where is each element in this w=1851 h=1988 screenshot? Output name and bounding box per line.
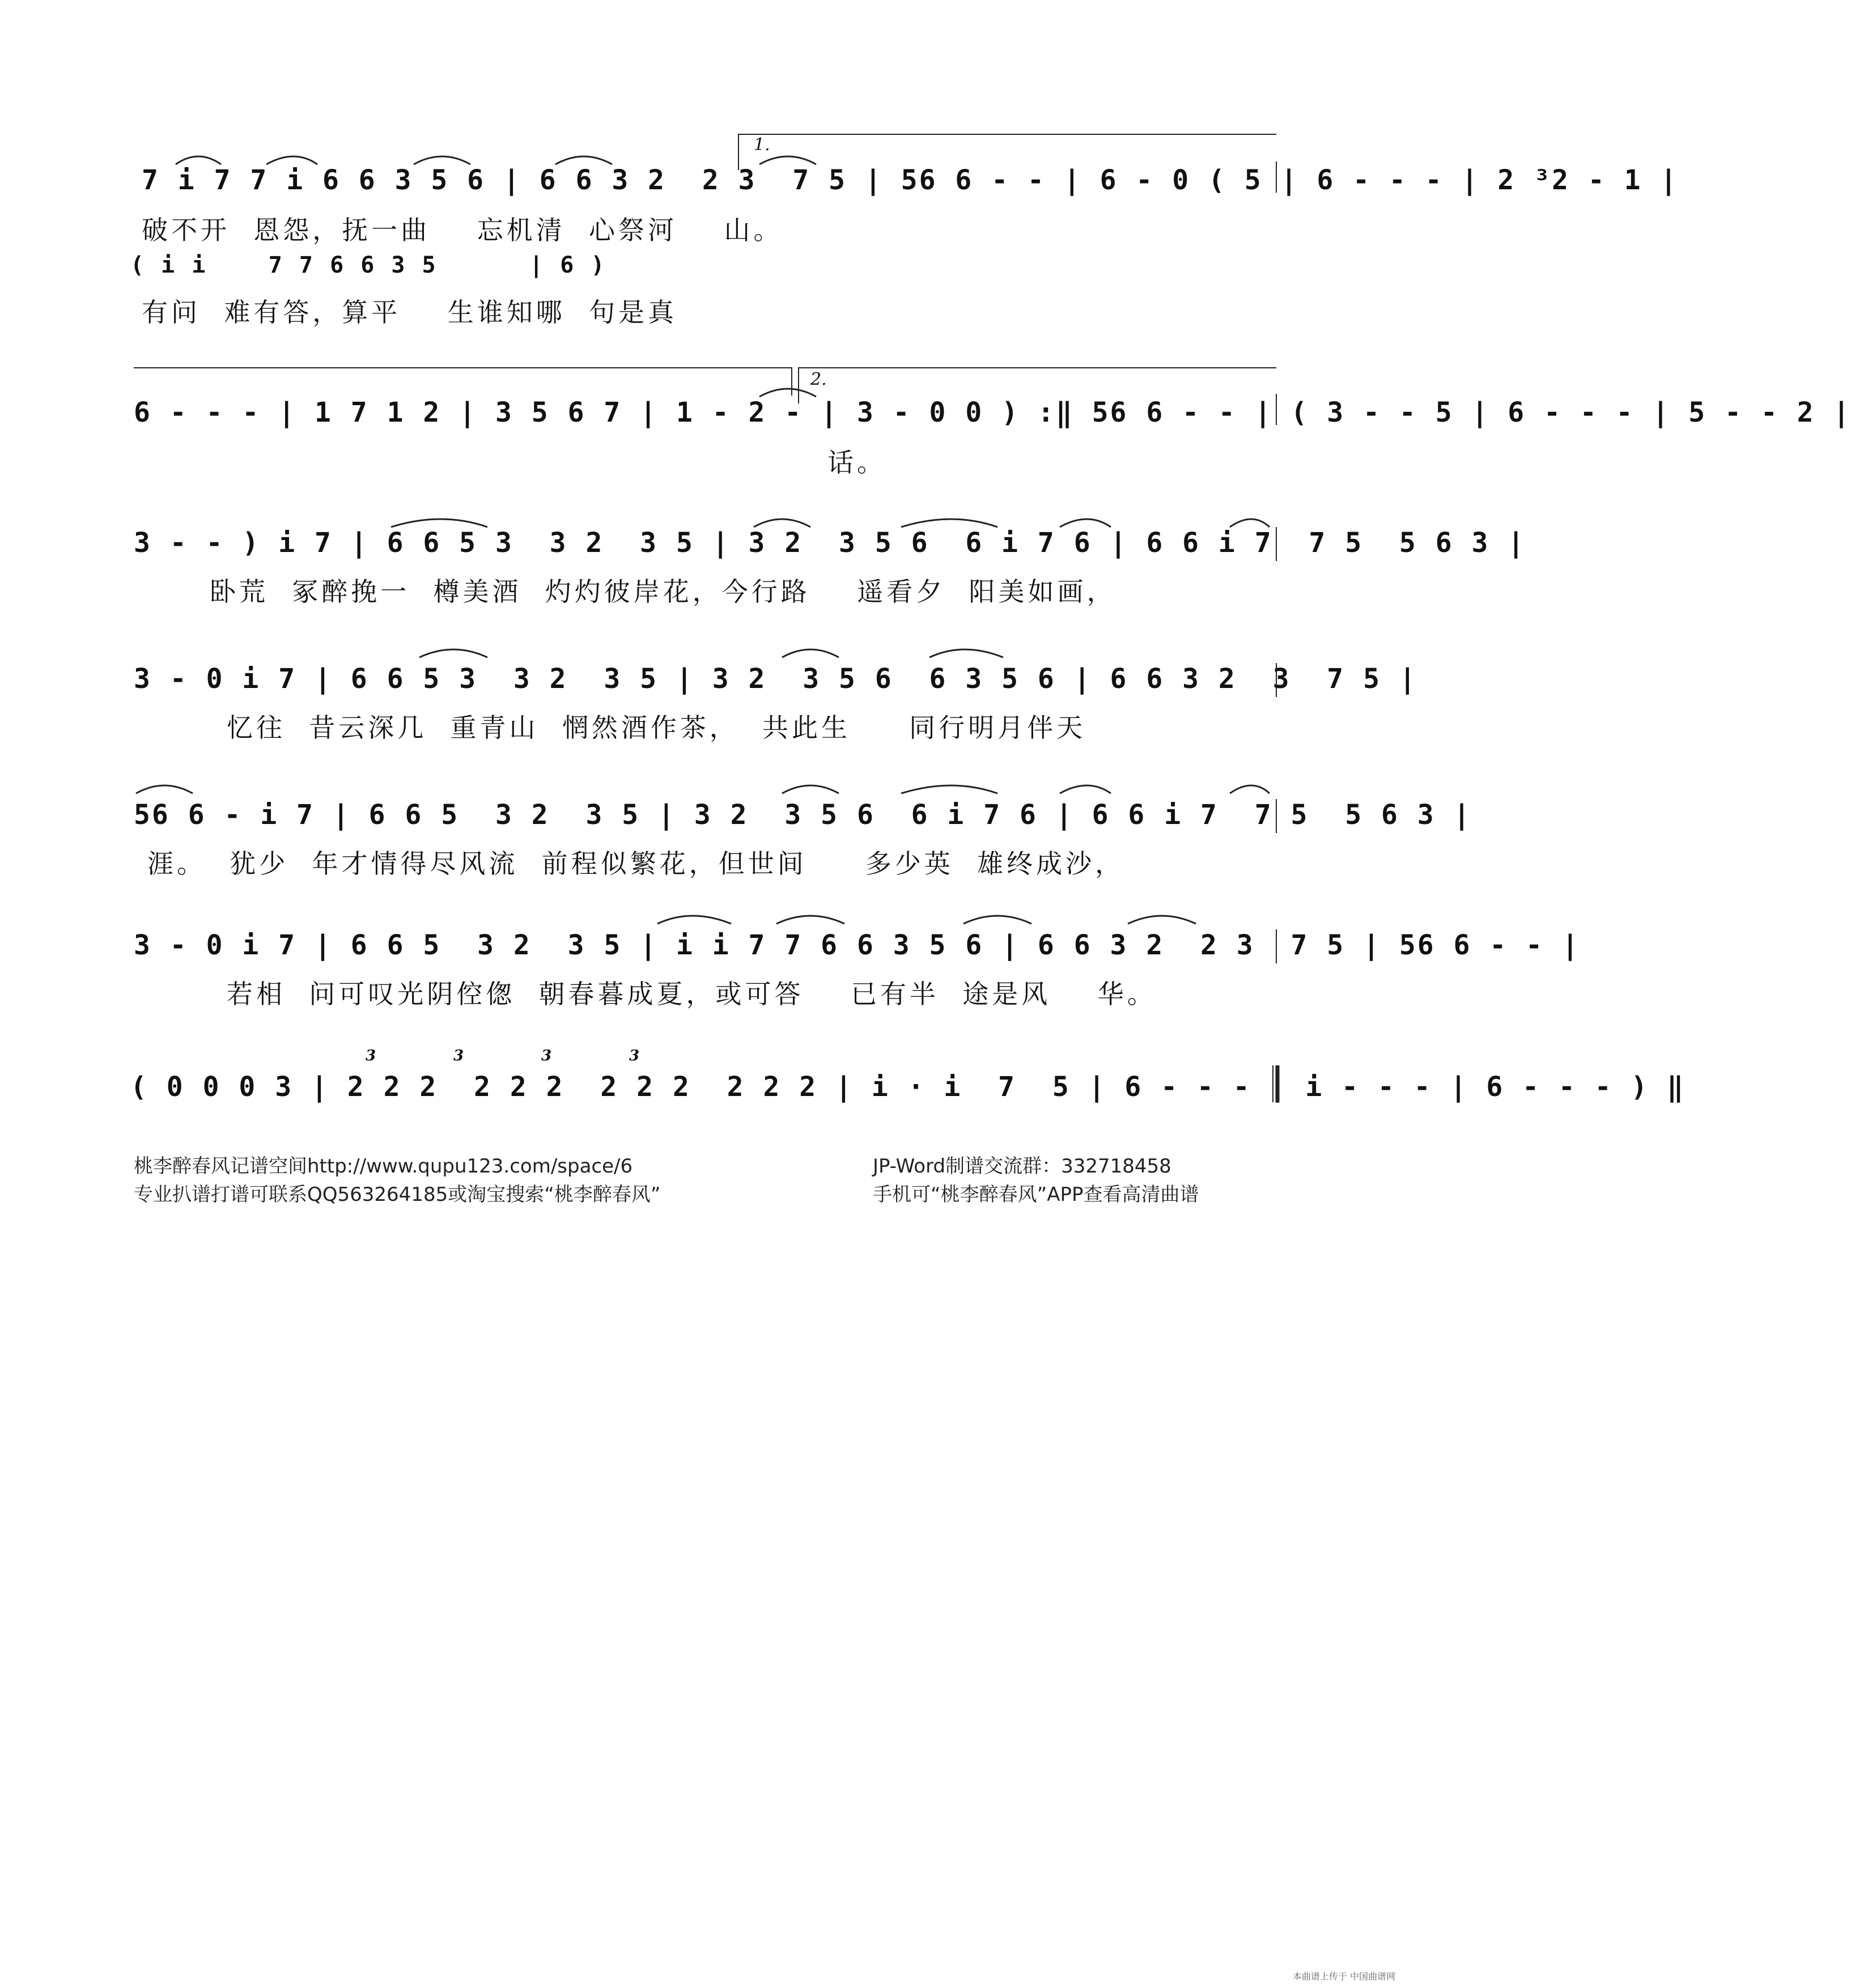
system-6-lyrics: 若相 问可叹光阴倥偬 朝春暮成夏，或可答 已有半 途是风 华。 <box>227 979 1157 1009</box>
system-4 <box>0 640 1417 754</box>
system-1-notes: 7 i 7 7 i 6 6 3 5 6 | 6 6 3 2 2 3 7 5 | 56 6 - - | 6 - 0 ( 5 | 6 - - - | 2 ³2 - 1 | <box>142 164 1679 196</box>
system-2-notes: 6 - - - | 1 7 1 2 | 3 5 6 7 | 1 - 2 - | 3 - 0 0 ) :‖ 56 6 - - | ( 3 - - 5 | 6 - - - | 5 - - 2 | <box>134 397 1851 428</box>
system-3-notes: 3 - - ) i 7 | 6 6 5 3 3 2 3 5 | 3 2 3 5 6 6 i 7 6 | 6 6 i 7 7 5 5 6 3 | <box>134 527 1526 559</box>
triplet-mark-1: 3 <box>366 1047 376 1064</box>
footer-left-line-1: 桃李醉春风记谱空间http://www.qupu123.com/space/6 <box>134 1155 633 1178</box>
system-7-notes: ( 0 0 0 3 | 2 2 2 2 2 2 2 2 2 2 2 2 | i · i 7 5 | 6 - - - | i - - - | 6 - - - ) ‖ <box>130 1071 1686 1103</box>
system-3 <box>0 510 1526 623</box>
volta-1-number: 1. <box>754 135 770 155</box>
volta-2-bracket <box>798 367 1276 368</box>
system-2-lyrics: 话。 <box>827 447 886 478</box>
triplet-mark-4: 3 <box>629 1047 640 1064</box>
footer-left-line-2: 专业扒谱打谱可联系QQ563264185或淘宝搜索“桃李醉春风” <box>134 1183 661 1206</box>
corner-watermark: 本曲谱上传于 中国曲谱网 <box>1292 1971 1395 1982</box>
system-4-lyrics: 忆往 昔云深几 重青山 惘然酒作茶， 共此生 同行明月伴天 <box>227 712 1086 743</box>
system-1-alt-notes: ( i i 7 7 6 6 3 5 | 6 ) <box>130 252 606 278</box>
triplet-mark-3: 3 <box>541 1047 552 1064</box>
system-1-alt-lyrics: 有问 难有答，算平 生谁知哪 句是真 <box>142 297 677 328</box>
footer-right-line-2: 手机可“桃李醉春风”APP查看高清曲谱 <box>873 1183 1199 1206</box>
volta-1-continuation <box>134 367 791 368</box>
system-1 <box>0 125 1679 340</box>
system-1-lyrics: 破不开 恩怨，抚一曲 忘机清 心祭河 山。 <box>142 215 783 245</box>
volta-1-end <box>791 367 792 396</box>
system-3-lyrics: 卧荒 冢醉挽一 樽美酒 灼灼彼岸花，今行路 遥看夕 阳美如画， <box>210 576 1116 607</box>
system-6 <box>0 907 1580 1020</box>
volta-1-bracket <box>738 134 1276 135</box>
volta-2-number: 2. <box>810 369 827 389</box>
system-5-lyrics: 涯。 犹少 年才情得尽风流 前程似繁花，但世间 多少英 雄终成沙， <box>147 848 1125 879</box>
system-7 <box>0 1043 1686 1122</box>
system-5-notes: 56 6 - i 7 | 6 6 5 3 2 3 5 | 3 2 3 5 6 6 i 7 6 | 6 6 i 7 7 5 5 6 3 | <box>134 799 1472 831</box>
footer-right-line-1: JP-Word制谱交流群：332718458 <box>873 1155 1171 1178</box>
system-6-notes: 3 - 0 i 7 | 6 6 5 3 2 3 5 | i i 7 7 6 6 3 5 6 | 6 6 3 2 2 3 7 5 | 56 6 - - | <box>134 929 1580 961</box>
triplet-mark-2: 3 <box>453 1047 464 1064</box>
system-2 <box>0 357 1851 487</box>
system-4-notes: 3 - 0 i 7 | 6 6 5 3 3 2 3 5 | 3 2 3 5 6 6 3 5 6 | 6 6 3 2 3 7 5 | <box>134 663 1417 695</box>
system-5 <box>0 776 1472 890</box>
